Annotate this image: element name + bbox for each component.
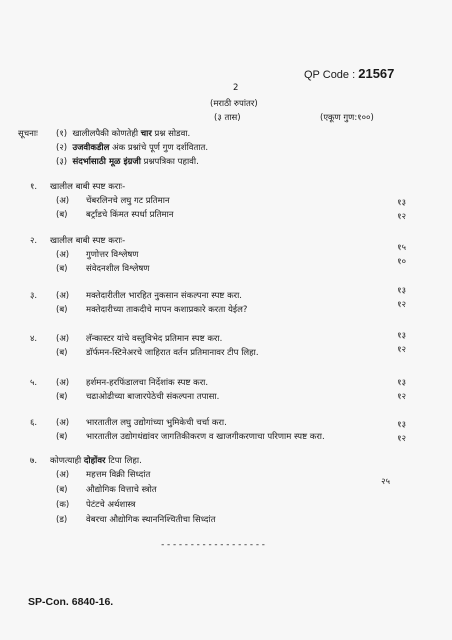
part-text: मक्तेदारीच्या ताकदीचे मापन कशाप्रकारे करता येईल? — [86, 305, 248, 315]
part-text: भारतातील उद्योगधंद्यांवर जागतिकीकरण व खाजगीकरणाचा परिणाम स्पष्ट करा. — [86, 432, 325, 442]
question-title: कोणत्याही दोहोंवर टिपा लिहा. — [50, 456, 142, 466]
paper-code-footer: SP-Con. 6840-16. — [28, 596, 114, 608]
part-text: डॉर्फमन-स्टिनेअरचे जाहिरात वर्तन प्रतिमानावर टीप लिहा. — [86, 348, 259, 358]
part-label: (ड) — [56, 515, 68, 525]
part-text: संवेदनशील विश्लेषण — [86, 264, 150, 274]
part-marks: १३ — [397, 420, 406, 430]
part-text: लॅन्कास्टर यांचे वस्तुविभेद प्रतिमान स्पष्ट करा. — [86, 334, 223, 344]
part-label: (ब) — [56, 432, 68, 442]
part-text: चढाओढीच्या बाजारपेठेची संकल्पना तपासा. — [86, 392, 220, 402]
part-label: (ब) — [56, 392, 68, 402]
part-label: (अ) — [56, 196, 70, 206]
qp-code-label: QP Code : — [304, 69, 356, 81]
part-label: (ब) — [56, 210, 68, 220]
part-text: बर्ट्रांडचे किंमत स्पर्धा प्रतिमान — [86, 210, 174, 220]
part-label: (ब) — [56, 305, 68, 315]
question-number: २. — [30, 236, 38, 246]
part-text: हर्शमन-हरफिंडालचा निर्देशांक स्पष्ट करा. — [86, 378, 209, 388]
part-text: महत्तम विक्री सिध्दांत — [86, 470, 151, 480]
part-marks: १२ — [397, 434, 406, 444]
version-label: (मराठी रुपांतर) — [210, 99, 258, 109]
instruction-1: (१) खालीलपैकी कोणतेही चार प्रश्न सोडवा. — [56, 129, 191, 139]
part-label: (अ) — [56, 418, 70, 428]
total-marks: (एकूण गुण:१००) — [320, 113, 374, 123]
question-number: ५. — [30, 378, 38, 388]
question-number: ६. — [30, 418, 38, 428]
qp-code — [304, 66, 394, 81]
part-text: चेंबरलिनचे लघु गट प्रतिमान — [86, 196, 170, 206]
part-label: (अ) — [56, 470, 70, 480]
question-number: ३. — [30, 291, 38, 301]
part-label: (ब) — [56, 485, 68, 495]
part-text: वेबरचा औद्योगिक स्थाननिश्चितीचा सिध्दांत — [86, 515, 216, 525]
part-marks: १३ — [397, 286, 406, 296]
part-label: (अ) — [56, 250, 70, 260]
part-marks: १३ — [397, 331, 406, 341]
part-label: (ब) — [56, 264, 68, 274]
part-label: (अ) — [56, 334, 70, 344]
instruction-3: (३) संदर्भासाठी मूळ इंग्रजी प्रश्नपत्रिका पहावी. — [56, 157, 199, 167]
part-text: मक्तेदारीतील भारहित नुकसान संकल्पना स्पष्ट करा. — [86, 291, 242, 301]
part-marks: १२ — [397, 300, 406, 310]
part-marks: १२ — [397, 345, 406, 355]
part-marks: १२ — [397, 212, 406, 222]
part-text: गुणोत्तर विश्लेषण — [86, 250, 139, 260]
part-label: (ब) — [56, 348, 68, 358]
part-label: (अ) — [56, 378, 70, 388]
part-label: (क) — [56, 500, 70, 510]
question-number: १. — [30, 182, 38, 192]
part-label: (अ) — [56, 291, 70, 301]
part-marks: २५ — [381, 477, 390, 487]
duration: (३ तास) — [214, 113, 241, 123]
qp-code-value: 21567 — [358, 66, 395, 81]
question-title: खालील बाबी स्पष्ट कराः- — [50, 182, 126, 192]
question-number: ७. — [30, 456, 38, 466]
part-marks: १३ — [397, 198, 406, 208]
page-number: 2 — [233, 83, 239, 93]
part-marks: १३ — [397, 378, 406, 388]
instruction-2: (२) उजवीकडील अंक प्रश्नांचे पूर्ण गुण दर्शवितात. — [56, 143, 209, 153]
question-number: ४. — [30, 334, 38, 344]
part-marks: १२ — [397, 392, 406, 402]
end-separator: ------------------ — [160, 540, 267, 550]
part-text: भारतातील लघु उद्योगांच्या भुमिकेची चर्चा करा. — [86, 418, 227, 428]
part-marks: १० — [397, 257, 406, 267]
question-title: खालील बाबी स्पष्ट कराः- — [50, 236, 126, 246]
part-text: पेटंटचे अर्थशास्त्र — [86, 500, 136, 510]
instructions-label: सूचनाः — [18, 129, 38, 139]
part-text: औद्योगिक वित्ताचे स्त्रोत — [86, 485, 157, 495]
part-marks: १५ — [397, 243, 406, 253]
